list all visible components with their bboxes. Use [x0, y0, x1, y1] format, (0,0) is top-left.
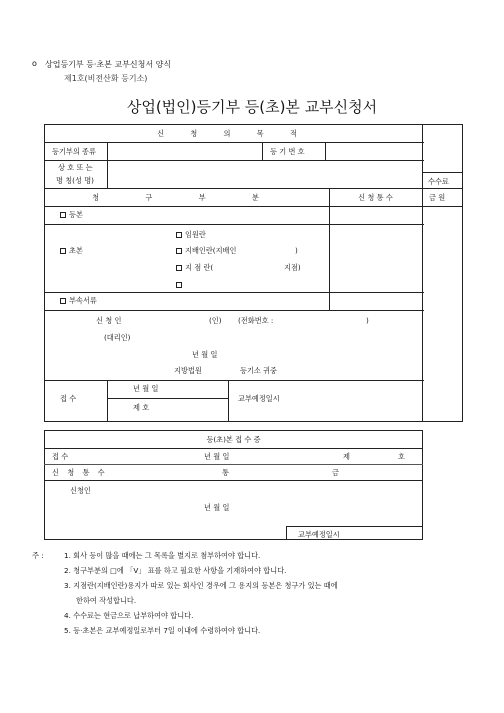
note-item: 4. 수수료는 현금으로 납부하여야 합니다.	[64, 611, 194, 620]
checkbox-icon	[60, 248, 66, 254]
receipt-date: 년 월 일	[133, 384, 159, 393]
manager-option-close: )	[295, 246, 298, 255]
abstract-option[interactable]: 초본	[60, 246, 83, 256]
receipt-copies-label: 신 청 통 수	[52, 468, 108, 477]
checkbox-icon	[176, 248, 182, 254]
registry-office-label: 등기소 귀중	[240, 366, 278, 375]
copies-label: 신 청 통 수	[358, 193, 393, 202]
note-item: 5. 등·초본은 교부예정일로부터 7일 이내에 수령하여야 합니다.	[64, 626, 261, 635]
application-date: 년 월 일	[192, 350, 218, 359]
claim-part-label: 청 구 부 분	[92, 193, 281, 202]
receipt-date: 년 월 일	[204, 503, 230, 512]
officer-option[interactable]: 임원란	[176, 230, 206, 240]
branch-option[interactable]: 지 점 란(	[176, 263, 213, 273]
receipt-row-no-prefix: 제	[343, 452, 350, 461]
registry-type-label: 등기부의 종류	[52, 147, 96, 156]
checkbox-icon	[176, 282, 182, 288]
checkbox-icon	[176, 265, 182, 271]
header-form-name: 상업등기부 등·초본 교부신청서 양식	[45, 60, 172, 69]
receipt-fee-label: 금	[332, 468, 339, 477]
checkbox-icon	[60, 298, 66, 304]
checkbox-icon	[60, 212, 66, 218]
manager-option[interactable]: 지배인란(지배인	[176, 246, 236, 256]
note-item: 3. 지점란(지배인란)용지가 따로 있는 회사인 경우에 그 용지의 등본은 청구가 있는 때에	[64, 581, 338, 590]
purpose-header: 신 청 의 목 적	[157, 129, 309, 138]
receipt-row-label: 접 수	[52, 452, 69, 461]
note-item: 2. 청구부분의 □에 「V」 표를 하고 필요한 사항을 기재하여야 합니다.	[64, 566, 287, 575]
receipt-label: 접 수	[60, 394, 77, 403]
receipt-copies-unit: 통	[222, 468, 229, 477]
receipt-form	[44, 430, 423, 540]
note-item: 1. 회사 등이 많을 때에는 그 목록을 별지로 첨부하여야 합니다.	[64, 551, 261, 560]
district-court-label: 지방법원	[174, 366, 202, 375]
receipt-form-title: 등(초)본 접 수 증	[206, 435, 261, 444]
trade-name-label-1: 상 호 또 는	[58, 163, 93, 172]
seal-mark: (인)	[209, 316, 222, 325]
registry-number-label: 등 기 번 호	[270, 147, 305, 156]
page-title: 상업(법인)등기부 등(초)본 교부신청서	[126, 98, 378, 116]
receipt-row-no-suffix: 호	[398, 452, 405, 461]
agent-label: (대리인)	[104, 333, 131, 342]
registry-number-field[interactable]	[326, 143, 421, 159]
applicant-label: 신 청 인	[96, 316, 122, 325]
receipt-issue-schedule: 교부예정일시	[298, 530, 340, 539]
header-bullet: o	[32, 59, 37, 68]
receipt-row-date: 년 월 일	[204, 452, 230, 461]
phone-label: (전화번호 :	[238, 316, 274, 325]
issue-schedule-label: 교부예정일시	[238, 394, 280, 403]
checkbox-icon	[176, 232, 182, 238]
receipt-number: 제 호	[133, 403, 150, 412]
trade-name-label-2: 명 칭(성 명)	[56, 176, 94, 185]
branch-option-close: 지점)	[284, 263, 301, 272]
header-form-number: 제1호(비전산화 등기소)	[64, 74, 148, 83]
amount-label: 금 원	[429, 193, 446, 202]
attachments-option[interactable]: 부속서류	[60, 296, 97, 306]
other-option[interactable]	[176, 280, 185, 289]
note-item: 한하여 작성합니다.	[76, 596, 137, 605]
notes-prefix: 주 :	[32, 551, 44, 560]
registry-type-field[interactable]	[108, 143, 261, 159]
receipt-applicant-label: 신청인	[70, 486, 91, 495]
trade-name-field[interactable]	[108, 161, 421, 187]
fee-label: 수수료	[428, 177, 449, 186]
phone-close: )	[366, 316, 369, 325]
certified-copy-option[interactable]: 등본	[60, 210, 83, 220]
